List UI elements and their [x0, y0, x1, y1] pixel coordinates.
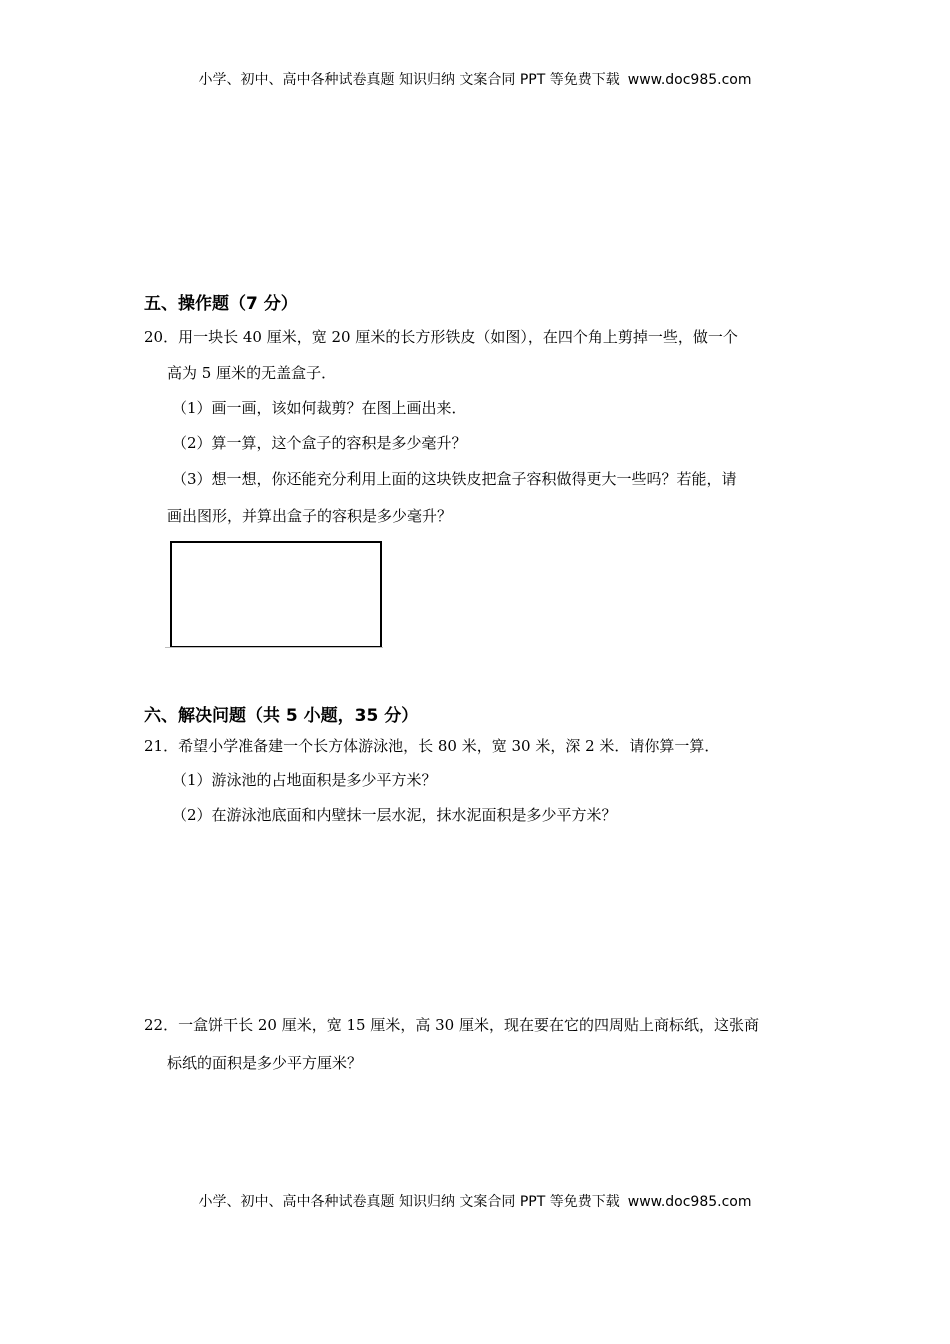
iron-sheet-rectangle-figure [170, 541, 382, 648]
question-20-line-2: 高为 5 厘米的无盖盒子． [167, 364, 337, 382]
question-22-line-2: 标纸的面积是多少平方厘米？ [167, 1054, 363, 1072]
section-5-title: 五、操作题（7 分） [144, 294, 298, 314]
page-footer [0, 1191, 950, 1211]
question-21-sub-1: （1）游泳池的占地面积是多少平方米？ [172, 771, 437, 789]
question-21-line-1: 21．希望小学准备建一个长方体游泳池，长 80 米，宽 30 米，深 2 米．请你算一算． [144, 737, 720, 755]
header-text: 小学、初中、高中各种试卷真题 知识归纳 文案合同 PPT 等免费下载 [198, 72, 620, 88]
section-6-title: 六、解决问题（共 5 小题，35 分） [144, 706, 419, 726]
page-header [0, 69, 950, 89]
footer-text: 小学、初中、高中各种试卷真题 知识归纳 文案合同 PPT 等免费下载 [198, 1194, 620, 1210]
question-20-sub-2: （2）算一算，这个盒子的容积是多少毫升？ [172, 434, 467, 452]
question-20-sub-3-line-1: （3）想一想，你还能充分利用上面的这块铁皮把盒子容积做得更大一些吗？若能，请 [172, 470, 737, 488]
footer-site-link[interactable]: www.doc985.com [627, 1194, 752, 1210]
question-22-line-1: 22．一盒饼干长 20 厘米，宽 15 厘米，高 30 厘米，现在要在它的四周贴上商标纸，这张商 [144, 1016, 759, 1034]
question-20-line-1: 20．用一块长 40 厘米，宽 20 厘米的长方形铁皮（如图），在四个角上剪掉一些，做一个 [144, 328, 738, 346]
figure-baseline [165, 647, 383, 648]
question-20-sub-3-line-2: 画出图形，并算出盒子的容积是多少毫升？ [167, 507, 453, 525]
header-site-link[interactable]: www.doc985.com [627, 72, 752, 88]
question-20-sub-1: （1）画一画，该如何裁剪？在图上画出来． [172, 399, 467, 417]
question-21-sub-2: （2）在游泳池底面和内壁抹一层水泥，抹水泥面积是多少平方米？ [172, 806, 617, 824]
